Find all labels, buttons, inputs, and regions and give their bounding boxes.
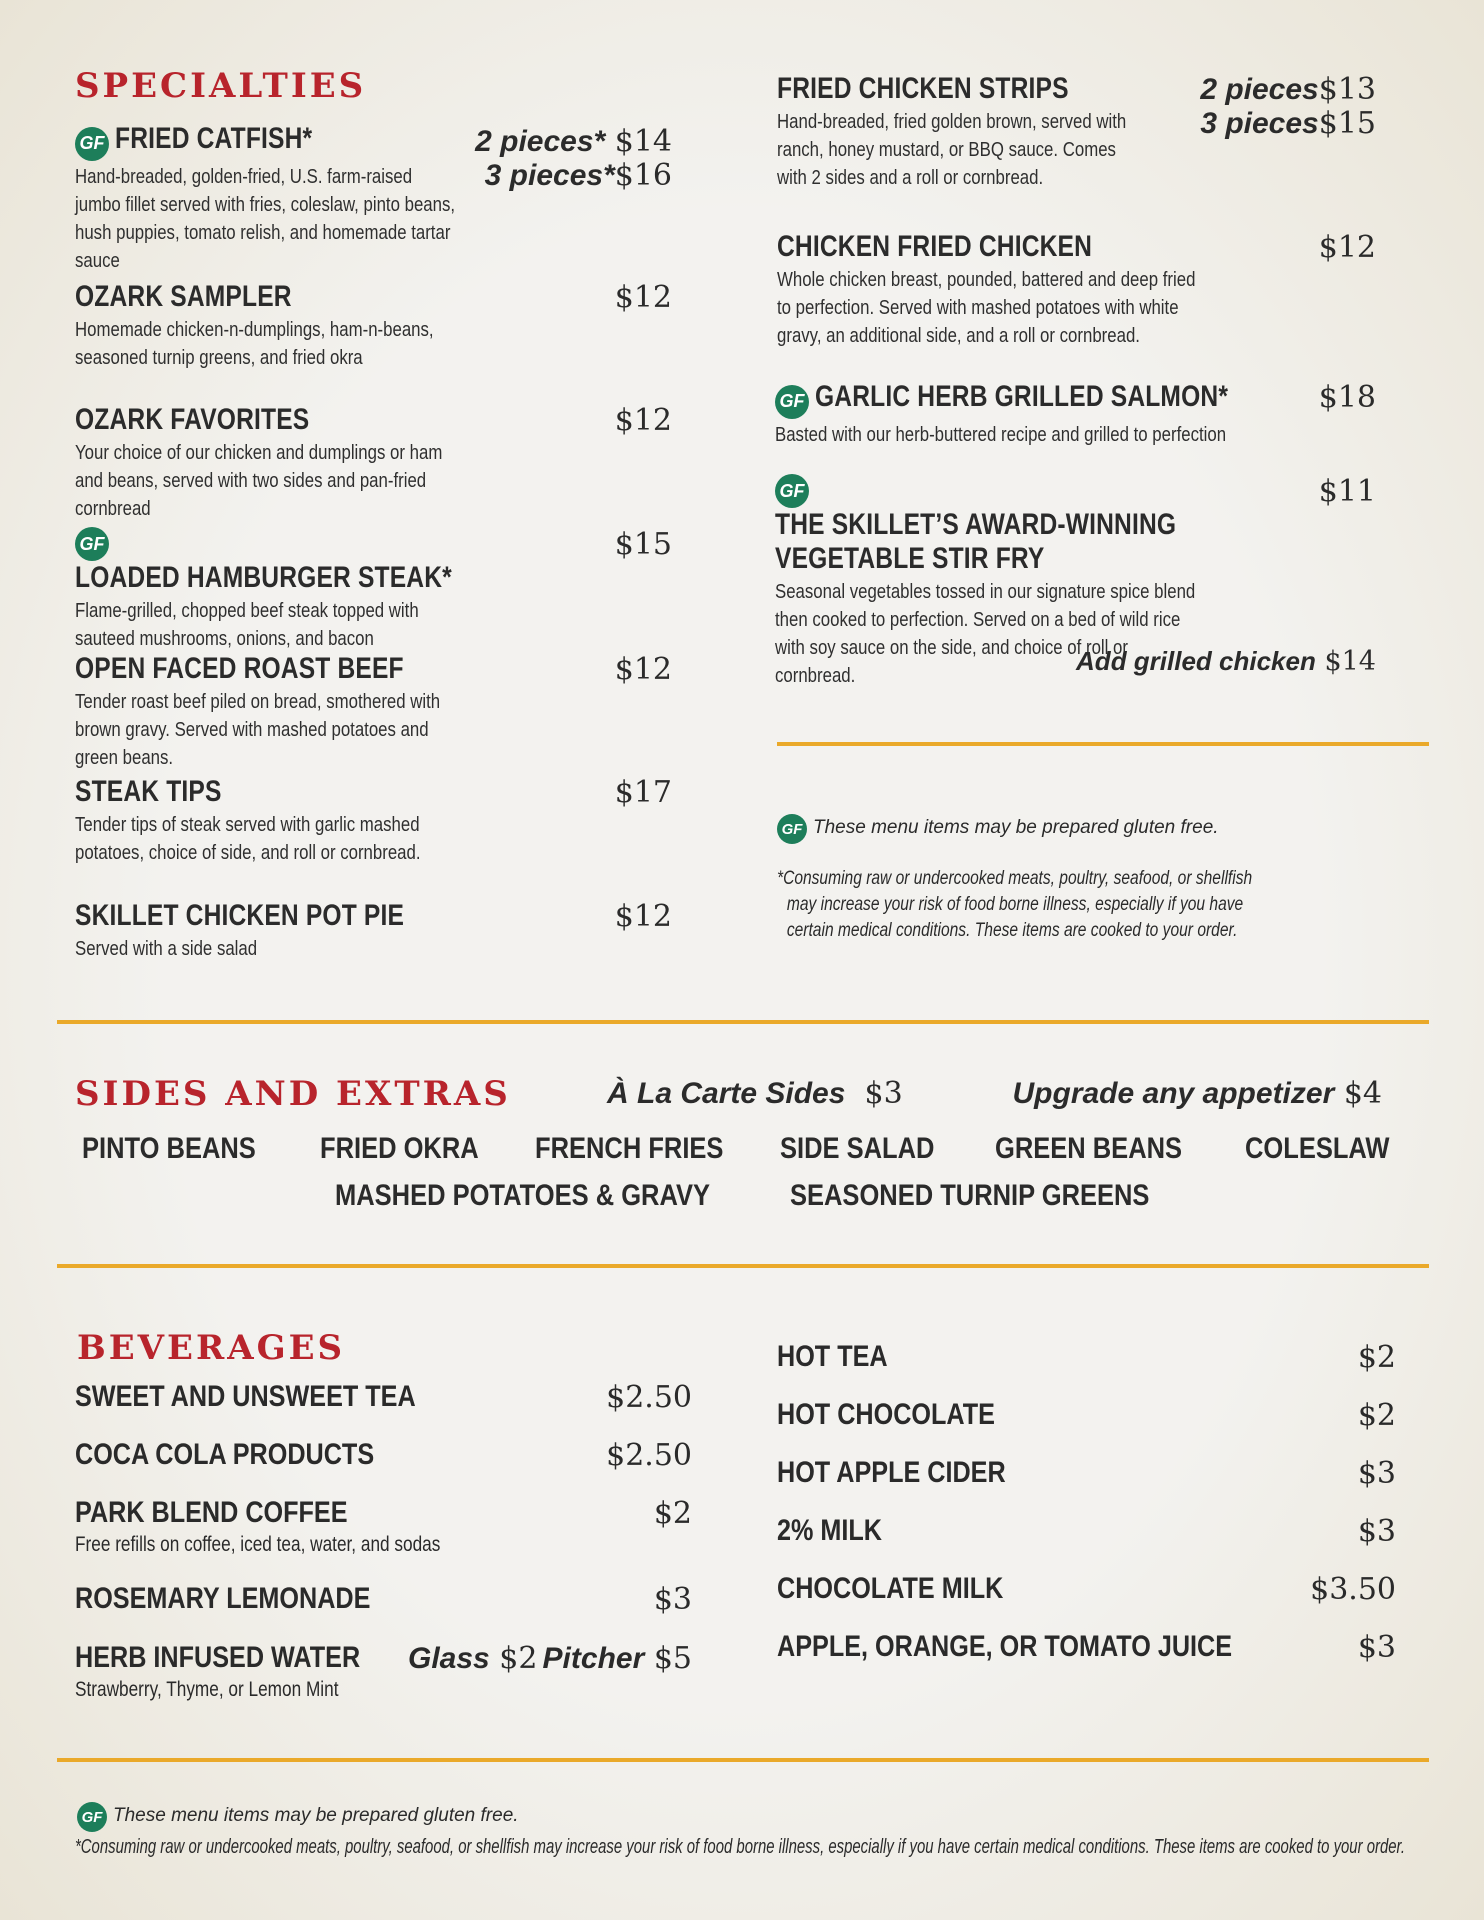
addon-price: Add grilled chicken $14 bbox=[1076, 646, 1376, 677]
menu-item bbox=[777, 230, 1297, 350]
item-price: 2 pieces* $14 bbox=[475, 124, 672, 159]
item-name: OZARK FAVORITES bbox=[75, 403, 310, 436]
side-item: GREEN BEANS bbox=[995, 1132, 1183, 1165]
gluten-free-icon: GF bbox=[75, 127, 109, 161]
item-name: THE SKILLET’S AWARD-WINNING bbox=[775, 508, 1177, 541]
item-description: Homemade chicken-n-dumplings, ham-n-beans, seasoned turnip greens, and fried okra bbox=[75, 319, 434, 369]
item-price: 3 pieces*$16 bbox=[484, 158, 672, 193]
side-item: SEASONED TURNIP GREENS bbox=[790, 1179, 1150, 1212]
side-item: MASHED POTATOES & GRAVY bbox=[335, 1179, 710, 1212]
footer-gluten-free-note: GF These menu items may be prepared gluten free. bbox=[77, 1802, 519, 1832]
menu-item bbox=[75, 527, 545, 653]
item-price: 3 pieces$15 bbox=[1200, 106, 1376, 141]
beverage-name: 2% MILK bbox=[777, 1514, 883, 1547]
beverage-name: HOT TEA bbox=[777, 1340, 888, 1373]
beverage-name: HOT APPLE CIDER bbox=[777, 1456, 1006, 1489]
beverage-price: $2.50 bbox=[606, 1438, 692, 1473]
gluten-free-note: GF These menu items may be prepared gluten free. bbox=[777, 814, 1219, 844]
item-price: $15 bbox=[614, 527, 672, 562]
item-name: CHICKEN FRIED CHICKEN bbox=[777, 230, 1093, 263]
beverage-name: APPLE, ORANGE, OR TOMATO JUICE bbox=[777, 1630, 1233, 1663]
item-price: 2 pieces$13 bbox=[1200, 72, 1376, 107]
gluten-free-icon: GF bbox=[775, 385, 809, 419]
item-description: Hand-breaded, fried golden brown, served with ranch, honey mustard, or BBQ sauce. Comes with 2 sides and a roll or cornbread. bbox=[777, 111, 1127, 189]
menu-item bbox=[777, 72, 1197, 192]
menu-item bbox=[75, 775, 545, 867]
gluten-free-icon: GF bbox=[775, 474, 809, 508]
beverage-description: Strawberry, Thyme, or Lemon Mint bbox=[75, 1678, 339, 1701]
item-name: FRIED CHICKEN STRIPS bbox=[777, 72, 1069, 105]
beverage-price: $3 bbox=[653, 1582, 692, 1617]
beverage-price: $2 bbox=[1357, 1398, 1396, 1433]
beverage-name: PARK BLEND COFFEE bbox=[75, 1496, 348, 1529]
item-price: $12 bbox=[614, 899, 672, 934]
item-name: LOADED HAMBURGER STEAK* bbox=[75, 561, 452, 594]
side-item: SIDE SALAD bbox=[780, 1132, 935, 1165]
item-description: Tender roast beef piled on bread, smothered with brown gravy. Served with mashed potatoes and green beans. bbox=[75, 691, 441, 769]
item-price: $11 bbox=[1318, 474, 1376, 509]
beverage-price: $3 bbox=[1357, 1630, 1396, 1665]
item-name: OZARK SAMPLER bbox=[75, 280, 292, 313]
pitcher-price: Pitcher $5 bbox=[542, 1641, 692, 1676]
beverage-price: $2 bbox=[653, 1496, 692, 1531]
beverage-price: $3 bbox=[1357, 1456, 1396, 1491]
beverage-description: Free refills on coffee, iced tea, water, and sodas bbox=[75, 1533, 441, 1556]
item-name: STEAK TIPS bbox=[75, 775, 222, 808]
gluten-free-icon: GF bbox=[77, 1802, 107, 1832]
item-name: SKILLET CHICKEN POT PIE bbox=[75, 899, 405, 932]
footer-health-warning: *Consuming raw or undercooked meats, poultry, seafood, or shellfish may increase your risk of food borne illness, especially if you have certain medical conditions. These items are cooked to your order. bbox=[75, 1836, 1406, 1858]
menu-item bbox=[75, 122, 535, 275]
beverages-title: BEVERAGES bbox=[77, 1328, 346, 1368]
beverage-name: COCA COLA PRODUCTS bbox=[75, 1438, 375, 1471]
menu-item bbox=[75, 899, 545, 963]
beverage-price: $2.50 bbox=[606, 1380, 692, 1415]
item-price: $12 bbox=[614, 403, 672, 438]
beverage-price: $3 bbox=[1357, 1514, 1396, 1549]
side-item: FRENCH FRIES bbox=[535, 1132, 724, 1165]
item-description: Basted with our herb-buttered recipe and grilled to perfection bbox=[775, 423, 1227, 446]
beverage-name: HERB INFUSED WATER bbox=[75, 1641, 361, 1674]
beverage-price: $2 bbox=[1357, 1340, 1396, 1375]
item-description: Hand-breaded, golden-fried, U.S. farm-raised jumbo fillet served with fries, coleslaw, pinto beans, hush puppies, tomato relish, and homemade tartar sauce bbox=[75, 165, 456, 272]
menu-item bbox=[775, 380, 1335, 449]
item-price: $12 bbox=[614, 652, 672, 687]
upgrade-price: Upgrade any appetizer $4 bbox=[1012, 1076, 1382, 1111]
side-item: PINTO BEANS bbox=[82, 1132, 256, 1165]
divider bbox=[57, 1264, 1429, 1268]
specialties-title: SPECIALTIES bbox=[75, 66, 367, 106]
item-price: $17 bbox=[614, 775, 672, 810]
item-description: Your choice of our chicken and dumplings or ham and beans, served with two sides and pan-fried cornbread bbox=[75, 442, 443, 520]
sides-title: SIDES AND EXTRAS bbox=[75, 1074, 511, 1114]
item-description: Flame-grilled, chopped beef steak topped with sauteed mushrooms, onions, and bacon bbox=[75, 600, 419, 650]
menu-item bbox=[75, 652, 545, 772]
menu-item bbox=[75, 403, 545, 523]
item-description: Whole chicken breast, pounded, battered and deep fried to perfection. Served with mashed potatoes with white gravy, an additional side, and a roll or cornbread. bbox=[777, 269, 1196, 347]
item-name-line2: VEGETABLE STIR FRY bbox=[775, 542, 1045, 575]
item-name: FRIED CATFISH* bbox=[115, 122, 313, 155]
item-price: $12 bbox=[614, 280, 672, 315]
divider bbox=[57, 1020, 1429, 1024]
divider bbox=[57, 1758, 1429, 1762]
beverage-name: CHOCOLATE MILK bbox=[777, 1572, 1004, 1605]
beverage-name: HOT CHOCOLATE bbox=[777, 1398, 995, 1431]
alacarte-price: À La Carte Sides $3 bbox=[607, 1076, 903, 1111]
item-name: GARLIC HERB GRILLED SALMON* bbox=[815, 380, 1229, 413]
side-item: FRIED OKRA bbox=[320, 1132, 479, 1165]
item-description: Seasonal vegetables tossed in our signature spice blend then cooked to perfection. Served on a bed of wild rice with soy sauce on the side, and choice of roll or cornbread. bbox=[775, 581, 1196, 687]
item-price: $12 bbox=[1318, 230, 1376, 265]
health-warning: *Consuming raw or undercooked meats, poultry, seafood, or shellfish may increase your risk of food borne illness, especially if you have certain medical conditions. These items are cooked to your order. bbox=[777, 868, 1253, 941]
menu-item bbox=[75, 280, 545, 372]
divider bbox=[777, 742, 1429, 746]
beverage-name: SWEET AND UNSWEET TEA bbox=[75, 1380, 416, 1413]
item-price: $18 bbox=[1318, 380, 1376, 415]
item-description: Served with a side salad bbox=[75, 938, 258, 960]
item-name: OPEN FACED ROAST BEEF bbox=[75, 652, 404, 685]
glass-price: Glass $2 bbox=[408, 1641, 538, 1676]
gluten-free-icon: GF bbox=[75, 527, 109, 561]
beverage-name: ROSEMARY LEMONADE bbox=[75, 1582, 371, 1615]
item-description: Tender tips of steak served with garlic mashed potatoes, choice of side, and roll or cornbread. bbox=[75, 814, 421, 864]
side-item: COLESLAW bbox=[1245, 1132, 1390, 1165]
gluten-free-icon: GF bbox=[777, 814, 807, 844]
beverage-price: $3.50 bbox=[1310, 1572, 1396, 1607]
